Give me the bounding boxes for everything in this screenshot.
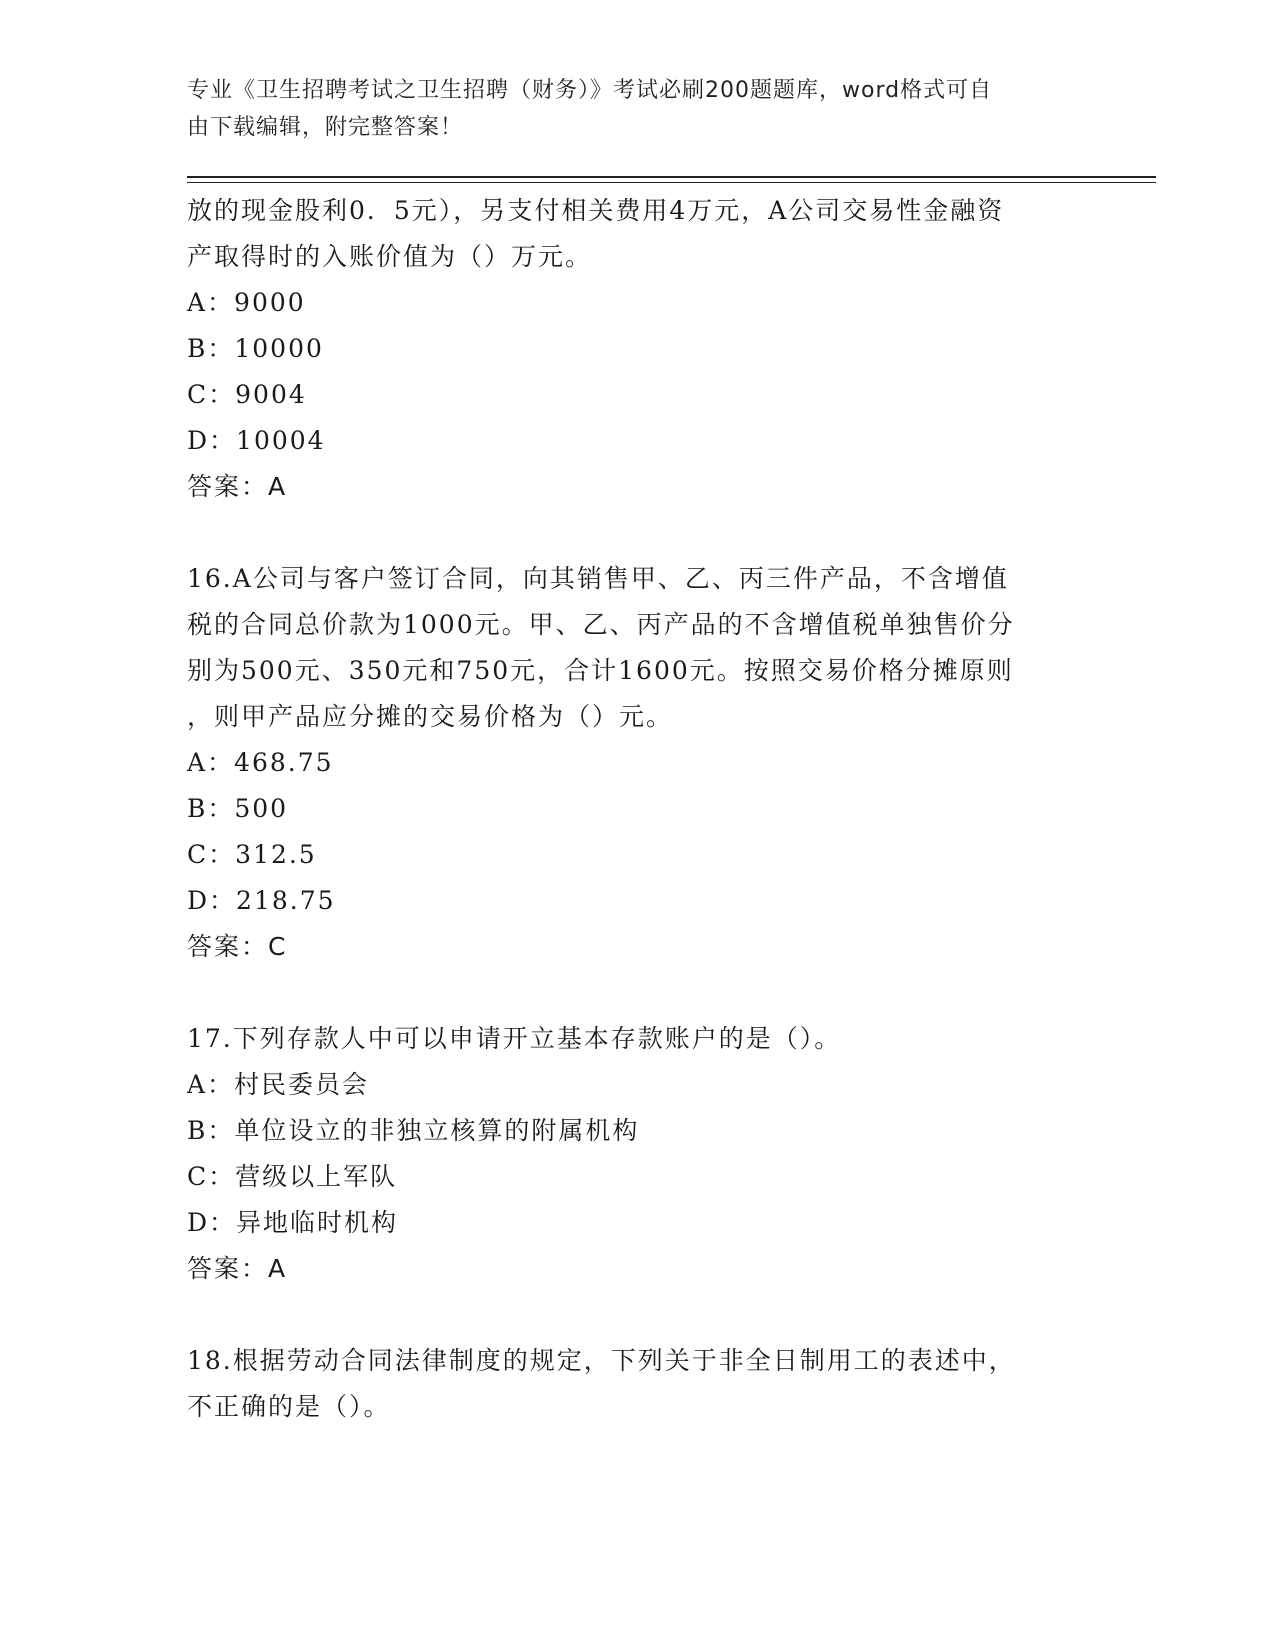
question-spacer xyxy=(187,1292,1087,1338)
question-stem-line: ，则甲产品应分摊的交易价格为（）元。 xyxy=(187,702,674,731)
option-b: B：500 xyxy=(187,794,289,823)
option-c: C：9004 xyxy=(187,380,307,409)
answer-line: 答案：A xyxy=(187,1254,288,1283)
header-divider-thin xyxy=(187,182,1156,183)
question-stem-line: 产取得时的入账价值为（）万元。 xyxy=(187,242,593,271)
option-a: A：9000 xyxy=(187,288,306,317)
header-divider-thick xyxy=(187,176,1156,178)
option-b: B：单位设立的非独立核算的附属机构 xyxy=(187,1116,640,1145)
question-stem-line: 不正确的是（）。 xyxy=(187,1392,391,1421)
option-a: A：村民委员会 xyxy=(187,1070,370,1099)
question-stem-line: 16.A公司与客户签订合同，向其销售甲、乙、丙三件产品，不含增值 xyxy=(187,564,1009,593)
option-a: A：468.75 xyxy=(187,748,334,777)
question-stem-line: 18.根据劳动合同法律制度的规定，下列关于非全日制用工的表述中， xyxy=(187,1346,1016,1375)
question-16 xyxy=(187,556,1087,970)
question-17 xyxy=(187,1016,1087,1292)
answer-line: 答案：A xyxy=(187,472,288,501)
question-15 xyxy=(187,188,1087,510)
answer-line: 答案：C xyxy=(187,932,288,961)
question-spacer xyxy=(187,510,1087,556)
question-stem-line: 17.下列存款人中可以申请开立基本存款账户的是（）。 xyxy=(187,1024,842,1053)
document-header xyxy=(187,72,1067,146)
option-c: C：312.5 xyxy=(187,840,317,869)
question-spacer xyxy=(187,970,1087,1016)
option-b: B：10000 xyxy=(187,334,324,363)
header-title-line-2: 由下载编辑，附完整答案！ xyxy=(187,115,464,140)
question-18 xyxy=(187,1338,1087,1430)
option-d: D：10004 xyxy=(187,426,326,455)
option-d: D：218.75 xyxy=(187,886,336,915)
option-c: C：营级以上军队 xyxy=(187,1162,398,1191)
option-d: D：异地临时机构 xyxy=(187,1208,399,1237)
question-stem-line: 别为500元、350元和750元，合计1600元。按照交易价格分摊原则 xyxy=(187,656,1014,685)
question-stem-line: 税的合同总价款为1000元。甲、乙、丙产品的不含增值税单独售价分 xyxy=(187,610,1015,639)
document-body xyxy=(187,188,1087,1430)
header-title-line-1: 专业《卫生招聘考试之卫生招聘（财务）》考试必刷200题题库，word格式可自 xyxy=(187,78,993,103)
question-stem-line: 放的现金股利0．5元），另支付相关费用4万元，A公司交易性金融资 xyxy=(187,196,1005,225)
